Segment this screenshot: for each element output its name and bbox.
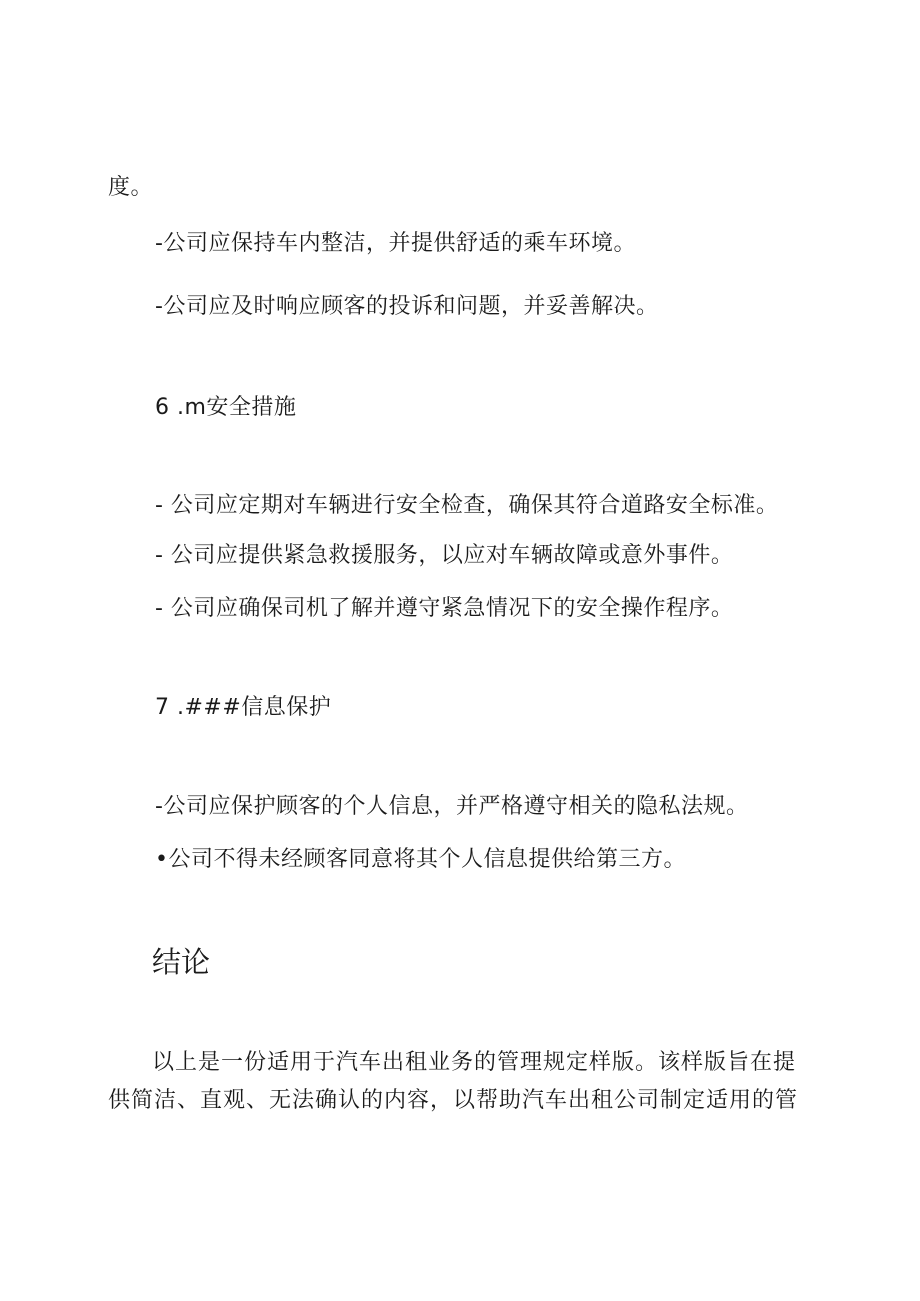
conclusion-heading: 结论 — [152, 945, 211, 979]
text-line-continuation: 度。 — [108, 175, 154, 200]
rule-clean-vehicle: -公司应保持车内整洁，并提供舒适的乘车环境。 — [155, 231, 636, 256]
section-7-heading: 7 .###信息保护 — [155, 695, 332, 720]
section-6-heading: 6 .m安全措施 — [155, 395, 297, 420]
conclusion-paragraph: 以上是一份适用于汽车出租业务的管理规定样版。该样版旨在提供简洁、直观、无法确认的内容，以帮助汽车出租公司制定适用的管 — [108, 1050, 799, 1113]
rule-safety-inspection: - 公司应定期对车辆进行安全检查，确保其符合道路安全标准。 — [155, 493, 779, 518]
rule-emergency-rescue: - 公司应提供紧急救援服务，以应对车辆故障或意外事件。 — [155, 543, 734, 568]
rule-protect-privacy: -公司应保护顾客的个人信息，并严格遵守相关的隐私法规。 — [155, 794, 749, 819]
rule-no-third-party: •公司不得未经顾客同意将其个人信息提供给第三方。 — [155, 847, 686, 872]
rule-driver-safety-procedure: - 公司应确保司机了解并遵守紧急情况下的安全操作程序。 — [155, 596, 734, 621]
rule-respond-complaints: -公司应及时响应顾客的投诉和问题，并妥善解决。 — [155, 294, 659, 319]
